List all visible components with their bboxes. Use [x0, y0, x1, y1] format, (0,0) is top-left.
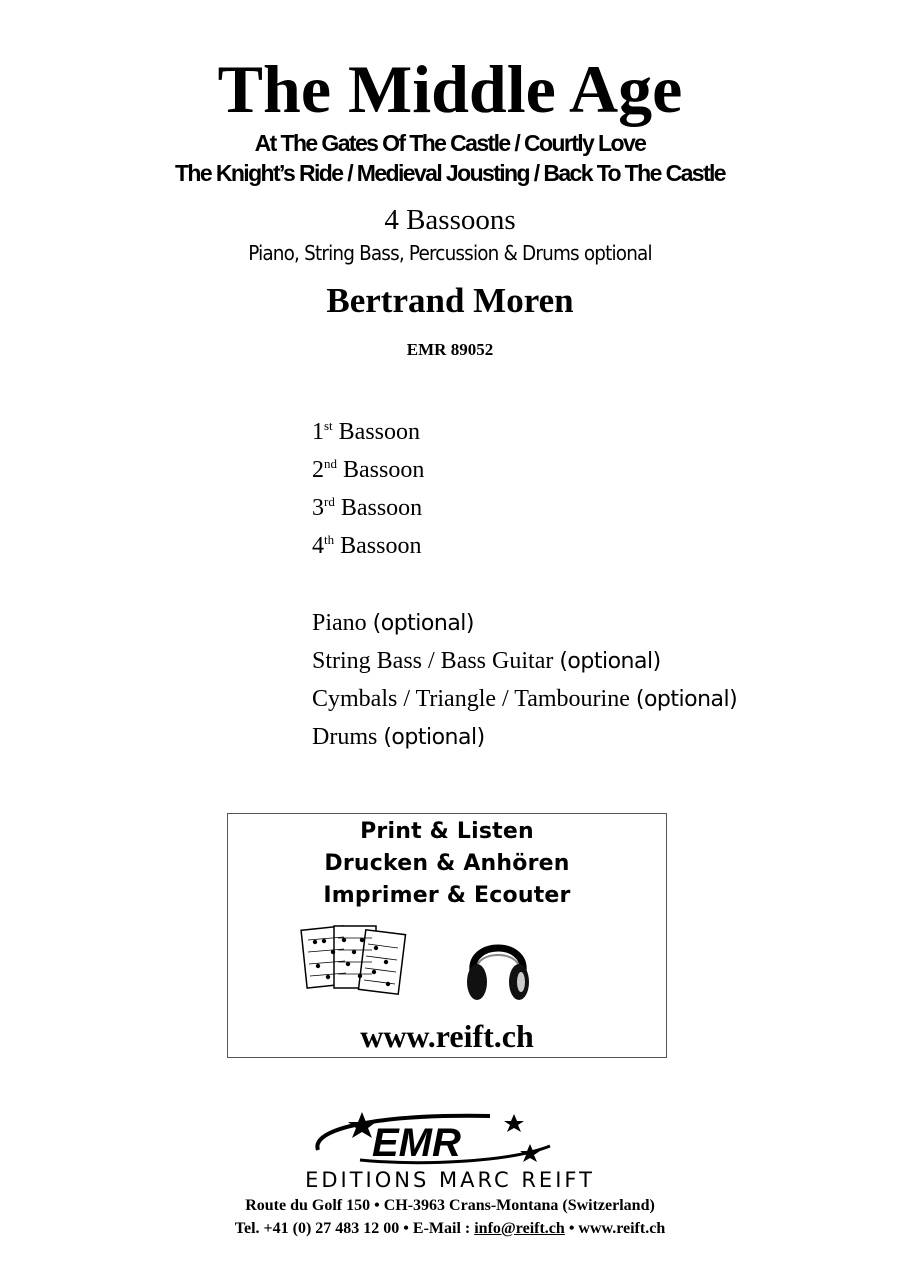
part-item: 2nd Bassoon	[312, 456, 425, 483]
part-item: 1st Bassoon	[312, 418, 421, 445]
optional-instruments: Piano, String Bass, Percussion & Drums optional	[248, 241, 652, 265]
publisher-name: EDITIONS MARC REIFT	[305, 1168, 595, 1192]
optional-part-item: Cymbals / Triangle / Tambourine (optional)	[312, 686, 738, 712]
promo-line-fr: Imprimer & Ecouter	[323, 883, 571, 908]
optional-part-item: Drums (optional)	[312, 724, 485, 750]
headphones-icon	[463, 924, 533, 1004]
web-link[interactable]: • www.reift.ch	[564, 1220, 666, 1237]
part-item: 4th Bassoon	[312, 532, 422, 559]
page-title: The Middle Age	[217, 51, 683, 127]
optional-part-item: Piano (optional)	[312, 610, 474, 636]
promo-line-en: Print & Listen	[360, 819, 534, 844]
composer-name: Bertrand Moren	[326, 281, 574, 320]
publisher-contact: Tel. +41 (0) 27 483 12 00 • E-Mail : info@reift.ch • www.reift.ch	[234, 1220, 666, 1237]
logo-wordmark: EMR	[372, 1121, 461, 1165]
optional-part-item: String Bass / Bass Guitar (optional)	[312, 648, 661, 674]
subtitle-line-2: The Knight’s Ride / Medieval Jousting / Back To The Castle	[174, 160, 726, 186]
publisher-address: Route du Golf 150 • CH-3963 Crans-Montana (Switzerland)	[245, 1197, 655, 1214]
promo-url[interactable]: www.reift.ch	[360, 1018, 534, 1054]
sheet-music-icon	[300, 922, 412, 998]
promo-line-de: Drucken & Anhören	[324, 851, 570, 876]
catalog-number: EMR 89052	[406, 340, 494, 359]
parts-list	[312, 417, 424, 569]
instrumentation: 4 Bassoons	[384, 204, 516, 236]
subtitle-line-1: At The Gates Of The Castle / Courtly Love	[254, 130, 646, 156]
print-listen-box	[227, 813, 667, 1058]
email-link[interactable]: info@reift.ch	[474, 1220, 565, 1237]
optional-parts-list	[312, 608, 737, 760]
emr-logo	[300, 1110, 600, 1168]
part-item: 3rd Bassoon	[312, 494, 423, 521]
